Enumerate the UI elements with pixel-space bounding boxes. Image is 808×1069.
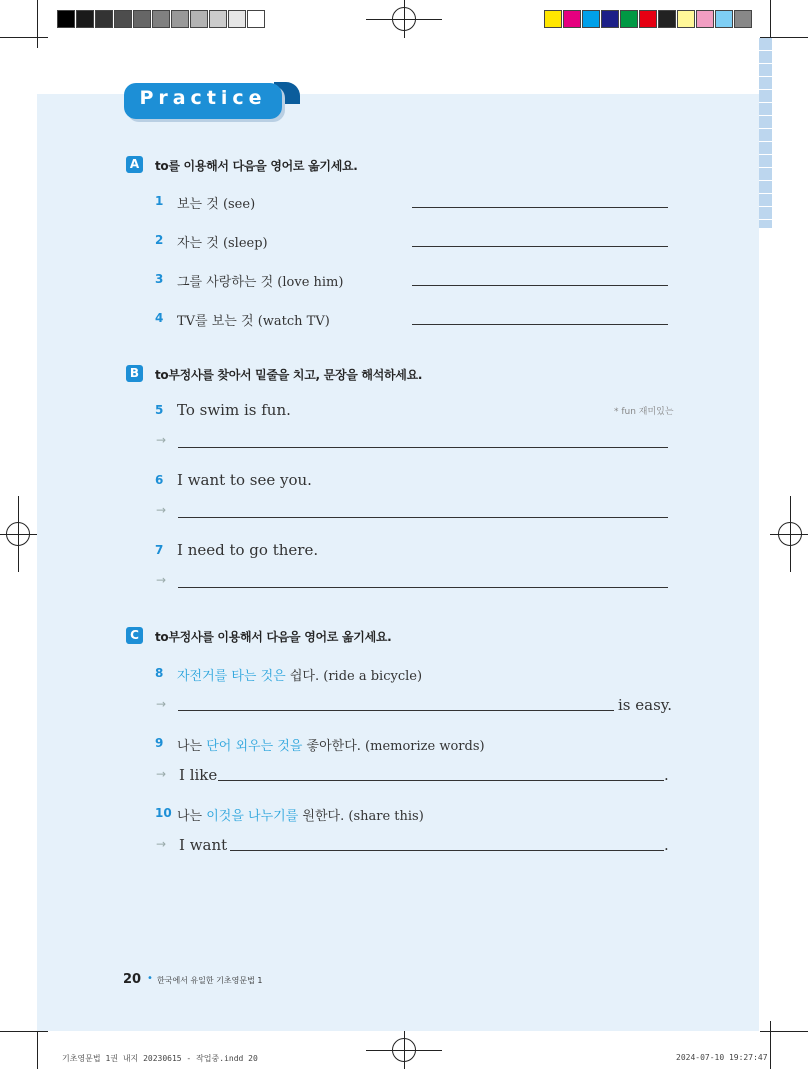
prompt-post: 좋아한다. (memorize words) bbox=[302, 739, 485, 754]
color-swatch bbox=[171, 10, 189, 28]
color-swatch bbox=[639, 10, 657, 28]
prompt-highlight: 이것을 나누기를 bbox=[206, 809, 299, 824]
item-prompt: 그를 사랑하는 것 (love him) bbox=[177, 275, 344, 290]
page-background bbox=[37, 94, 759, 1031]
item-prompt bbox=[177, 665, 422, 684]
answer-prefix: I want bbox=[179, 836, 228, 854]
item-number: 9 bbox=[155, 736, 164, 750]
crop-mark bbox=[37, 0, 38, 48]
section-c-badge: C bbox=[126, 627, 143, 644]
answer-line[interactable] bbox=[218, 780, 664, 781]
item-number: 3 bbox=[155, 272, 164, 286]
color-swatch bbox=[620, 10, 638, 28]
color-swatch bbox=[658, 10, 676, 28]
color-swatch bbox=[582, 10, 600, 28]
footer-bullet: • bbox=[147, 973, 153, 984]
item-number: 8 bbox=[155, 666, 164, 680]
answer-line[interactable] bbox=[178, 710, 614, 711]
answer-line[interactable] bbox=[412, 246, 668, 247]
answer-line[interactable] bbox=[230, 850, 664, 851]
item-sentence: To swim is fun. bbox=[177, 401, 291, 419]
item-prompt: 보는 것 (see) bbox=[177, 197, 256, 212]
item-number: 10 bbox=[155, 806, 172, 820]
section-b-title: to부정사를 찾아서 밑줄을 치고, 문장을 해석하세요. bbox=[155, 368, 423, 382]
prompt-post: 원한다. (share this) bbox=[298, 809, 424, 824]
item-prompt bbox=[177, 735, 485, 754]
answer-prefix: I like bbox=[179, 766, 218, 784]
answer-line[interactable] bbox=[178, 447, 668, 448]
answer-line[interactable] bbox=[412, 207, 668, 208]
crop-mark bbox=[0, 1031, 48, 1032]
arrow-icon: → bbox=[156, 697, 167, 711]
item-number: 4 bbox=[155, 311, 164, 325]
color-swatch bbox=[228, 10, 246, 28]
answer-suffix: is easy. bbox=[618, 696, 673, 714]
color-swatch bbox=[133, 10, 151, 28]
color-swatch bbox=[57, 10, 75, 28]
color-swatch bbox=[114, 10, 132, 28]
vocab-note: * fun 재미있는 bbox=[614, 407, 674, 417]
answer-suffix: . bbox=[664, 836, 669, 854]
color-swatch bbox=[601, 10, 619, 28]
color-swatch bbox=[563, 10, 581, 28]
item-number: 5 bbox=[155, 403, 164, 417]
item-sentence: I want to see you. bbox=[177, 471, 312, 489]
color-swatch bbox=[209, 10, 227, 28]
prompt-highlight: 단어 외우는 것을 bbox=[206, 739, 303, 754]
item-prompt: TV를 보는 것 (watch TV) bbox=[177, 314, 330, 329]
item-sentence: I need to go there. bbox=[177, 541, 319, 559]
color-swatch bbox=[677, 10, 695, 28]
color-swatch bbox=[696, 10, 714, 28]
prompt-highlight: 자전거를 타는 것은 bbox=[177, 669, 286, 684]
file-slug: 기초영문법 1권 내지 20230615 - 작업중.indd 20 bbox=[62, 1054, 258, 1063]
arrow-icon: → bbox=[156, 767, 167, 781]
section-c-title: to부정사를 이용해서 다음을 영어로 옮기세요. bbox=[155, 630, 392, 644]
answer-line[interactable] bbox=[178, 587, 668, 588]
chapter-side-tab bbox=[759, 38, 772, 228]
color-swatch bbox=[715, 10, 733, 28]
arrow-icon: → bbox=[156, 433, 167, 447]
color-swatch bbox=[76, 10, 94, 28]
crop-mark bbox=[760, 1031, 808, 1032]
date-slug: 2024-07-10 19:27:47 bbox=[676, 1053, 768, 1062]
arrow-icon: → bbox=[156, 573, 167, 587]
section-a-title: to를 이용해서 다음을 영어로 옮기세요. bbox=[155, 159, 358, 173]
color-swatch bbox=[544, 10, 562, 28]
prompt-pre: 나는 bbox=[177, 809, 207, 824]
answer-line[interactable] bbox=[178, 517, 668, 518]
item-number: 6 bbox=[155, 473, 164, 487]
crop-mark bbox=[0, 37, 48, 38]
item-number: 7 bbox=[155, 543, 164, 557]
item-number: 2 bbox=[155, 233, 164, 247]
prompt-pre: 나는 bbox=[177, 739, 207, 754]
item-prompt: 자는 것 (sleep) bbox=[177, 236, 268, 251]
prompt-post: 쉽다. (ride a bicycle) bbox=[285, 669, 423, 684]
page-number: 20 bbox=[123, 972, 142, 987]
crop-mark bbox=[770, 1021, 771, 1069]
color-swatch bbox=[247, 10, 265, 28]
book-title: 한국에서 유일한 기초영문법 1 bbox=[157, 976, 263, 985]
color-swatch bbox=[190, 10, 208, 28]
practice-label: Practice bbox=[139, 87, 267, 109]
item-prompt bbox=[177, 805, 424, 824]
arrow-icon: → bbox=[156, 503, 167, 517]
answer-suffix: . bbox=[664, 766, 669, 784]
color-swatch bbox=[734, 10, 752, 28]
answer-line[interactable] bbox=[412, 285, 668, 286]
section-a-badge: A bbox=[126, 156, 143, 173]
answer-line[interactable] bbox=[412, 324, 668, 325]
section-b-badge: B bbox=[126, 365, 143, 382]
color-swatch bbox=[152, 10, 170, 28]
arrow-icon: → bbox=[156, 837, 167, 851]
item-number: 1 bbox=[155, 194, 164, 208]
color-swatch bbox=[95, 10, 113, 28]
